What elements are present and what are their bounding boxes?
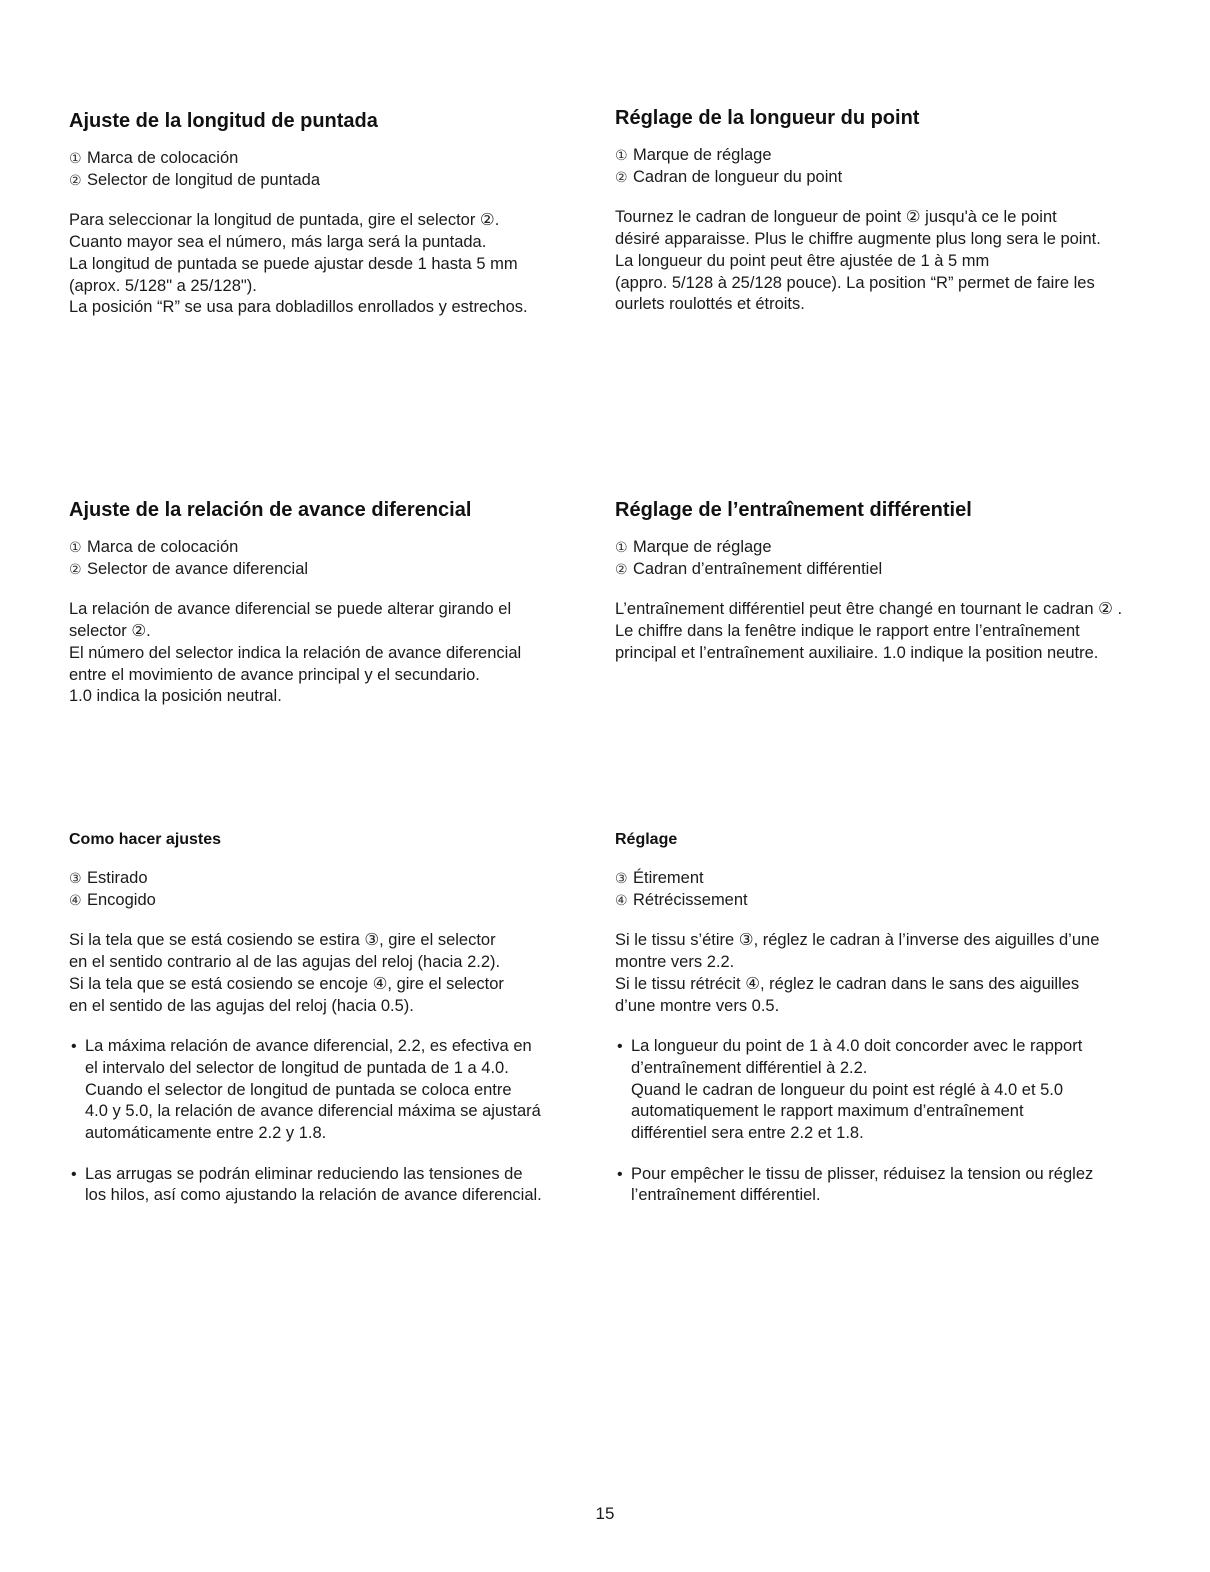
- legend-list: [69, 868, 599, 911]
- section-title: Réglage de l’entraînement différentiel: [615, 499, 972, 521]
- bullet-item: • Pour empêcher le tissu de plisser, réduisez la tension ou réglez l’entraînement différentiel.: [617, 1164, 1094, 1205]
- legend-item: ① Marque de réglage: [615, 538, 772, 556]
- section-stitch-length-es: [69, 108, 599, 338]
- section-differential-feed-fr: [615, 497, 1145, 684]
- section-subtitle: Como hacer ajustes: [69, 831, 222, 848]
- section-title: Ajuste de la longitud de puntada: [69, 110, 378, 132]
- section-stitch-length-fr: [615, 105, 1145, 335]
- body-paragraph: Si la tela que se está cosiendo se estira ③, gire el selector en el sentido contrario al de las agujas del reloj (hacia 2.2). Si la tela que se está cosiendo se encoje ④, gire el selector en el sentido de las agujas del reloj (hacia 0.5).: [69, 931, 504, 1015]
- legend-list: [69, 148, 599, 191]
- section-adjustments-es: [69, 829, 599, 1226]
- legend-list: [615, 145, 1145, 188]
- body-paragraph: Para seleccionar la longitud de puntada, gire el selector ②. Cuanto mayor sea el número, más larga será la puntada. La longitud de puntada se puede ajustar desde 1 hasta 5 mm (aprox. 5/128" a 25/128"). La posición “R” se usa para dobladillos enrollados y estrechos.: [69, 211, 528, 317]
- bullet-item: • La máxima relación de avance diferencial, 2.2, es efectiva en el intervalo del selector de longitud de puntada de 1 a 4.0. Cuando el selector de longitud de puntada se coloca entre 4.0 y 5.0, la relación de avance diferencial máxima se ajustará automáticamente entre 2.2 y 1.8.: [71, 1037, 541, 1143]
- bullet-dot: •: [617, 1165, 623, 1183]
- section-subtitle: Réglage: [615, 831, 678, 848]
- legend-item: ① Marca de colocación: [69, 538, 239, 556]
- legend-item: ② Selector de avance diferencial: [69, 559, 309, 578]
- body-paragraph: L’entraînement différentiel peut être changé en tournant le cadran ② . Le chiffre dans la fenêtre indique le rapport entre l’entraînement principal et l’entraînement auxiliaire. 1.0 indique la position neutre.: [615, 600, 1123, 662]
- body-paragraph: Si le tissu s’étire ③, réglez le cadran à l’inverse des aiguilles d’une montre vers 2.2. Si le tissu rétrécit ④, réglez le cadran dans le sans des aiguilles d’une montre vers 0.5.: [615, 931, 1100, 1015]
- bullet-dot: •: [71, 1038, 77, 1056]
- bullet-item: • La longueur du point de 1 à 4.0 doit concorder avec le rapport d’entraînement différentiel à 2.2. Quand le cadran de longueur du point est réglé à 4.0 et 5.0 automatiquement le rapport maximum d’entraînement différentiel sera entre 2.2 et 1.8.: [617, 1037, 1083, 1143]
- legend-list: [615, 537, 1145, 580]
- bullet-dot: •: [617, 1038, 623, 1056]
- legend-item: ① Marque de réglage: [615, 146, 772, 164]
- legend-list: [69, 537, 599, 580]
- bullet-item: • Las arrugas se podrán eliminar reduciendo las tensiones de los hilos, así como ajustando la relación de avance diferencial.: [71, 1164, 542, 1205]
- legend-item: ① Marca de colocación: [69, 149, 239, 167]
- legend-item: ② Cadran de longueur du point: [615, 167, 843, 186]
- legend-item: ③ Étirement: [615, 869, 704, 887]
- bullet-dot: •: [71, 1165, 77, 1183]
- section-differential-feed-es: [69, 497, 599, 727]
- section-adjustments-fr: [615, 829, 1145, 1226]
- body-paragraph: Tournez le cadran de longueur de point ② jusqu'à ce le point désiré apparaisse. Plus le chiffre augmente plus long sera le point. La longueur du point peut être ajustée de 1 à 5 mm (appro. 5/128 à 25/128 pouce). La position “R” permet de faire les ourlets roulottés et étroits.: [615, 208, 1101, 314]
- legend-item: ③ Estirado: [69, 869, 148, 887]
- body-paragraph: La relación de avance diferencial se puede alterar girando el selector ②. El número del selector indica la relación de avance diferencial entre el movimiento de avance principal y el secundario. 1.0 indica la posición neutral.: [69, 600, 522, 706]
- legend-list: [615, 868, 1145, 911]
- legend-item: ④ Rétrécissement: [615, 890, 748, 909]
- section-title: Réglage de la longueur du point: [615, 107, 920, 129]
- page-number: 15: [595, 1504, 615, 1523]
- legend-item: ② Selector de longitud de puntada: [69, 170, 321, 189]
- section-title: Ajuste de la relación de avance diferencial: [69, 499, 472, 521]
- legend-item: ② Cadran d’entraînement différentiel: [615, 559, 883, 578]
- legend-item: ④ Encogido: [69, 890, 156, 909]
